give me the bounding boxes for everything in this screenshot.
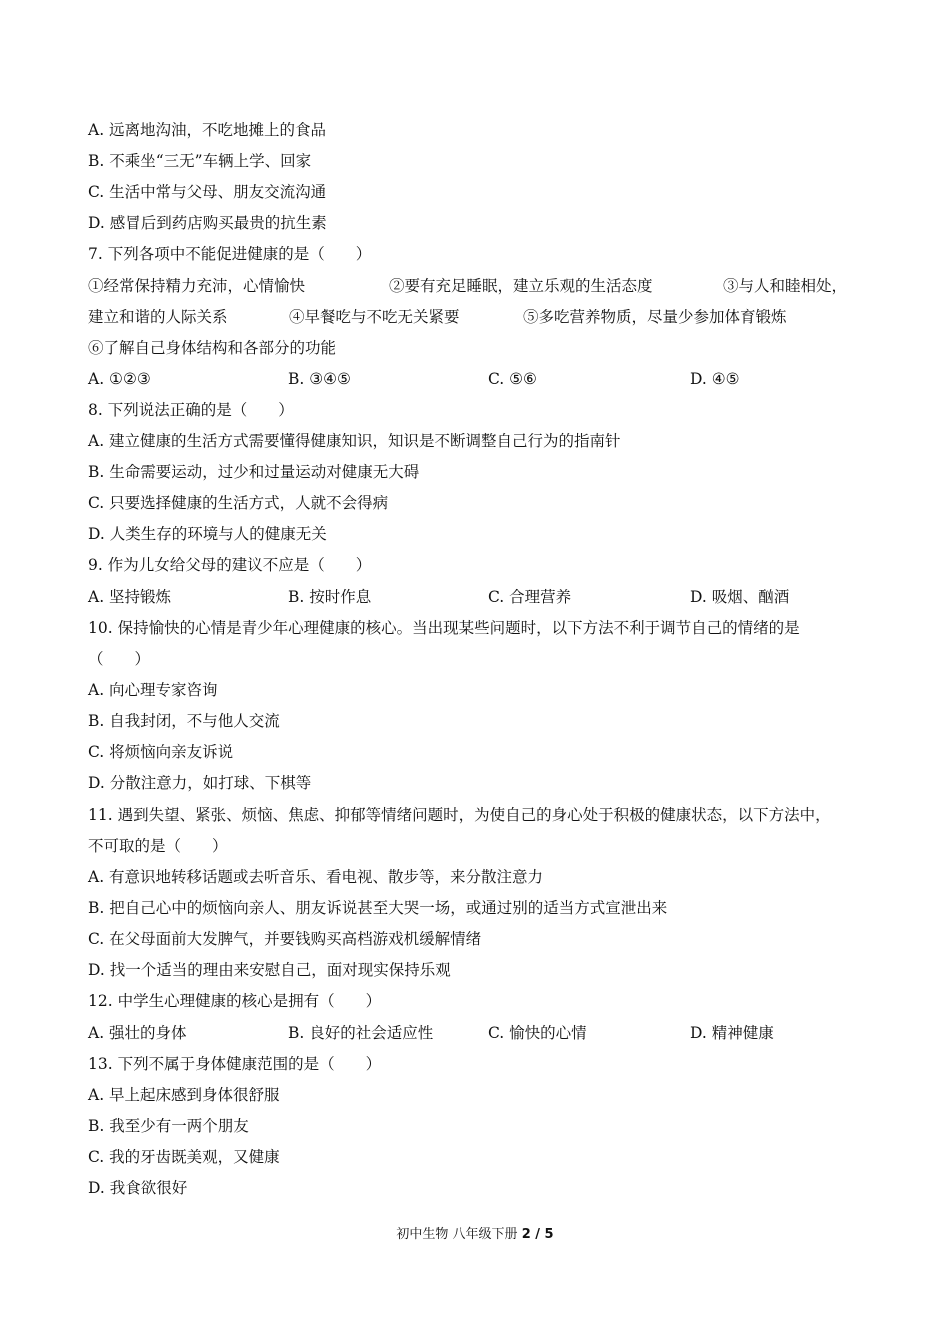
q7-item-6: ⑥了解自己身体结构和各部分的功能 — [88, 339, 337, 357]
q9-option-b: B. 按时作息 — [288, 588, 372, 606]
footer-subject: 初中生物 八年级下册 — [396, 1227, 522, 1242]
q7-option-a: A. ①②③ — [88, 370, 151, 388]
q12-option-b: B. 良好的社会适应性 — [288, 1024, 434, 1042]
q11-option-b: B. 把自己心中的烦恼向亲人、朋友诉说甚至大哭一场，或通过别的适当方式宣泄出来 — [88, 899, 668, 917]
q12-option-a: A. 强壮的身体 — [88, 1024, 187, 1042]
q9-option-a: A. 坚持锻炼 — [88, 588, 172, 606]
q6-option-c: C. 生活中常与父母、朋友交流沟通 — [88, 183, 327, 201]
q11-stem-line2: 不可取的是（ ） — [88, 837, 228, 855]
q9-stem: 9. 作为儿女给父母的建议不应是（ ） — [88, 556, 372, 574]
q10-stem-line2: （ ） — [88, 650, 151, 668]
q11-option-c: C. 在父母面前大发脾气，并要钱购买高档游戏机缓解情绪 — [88, 930, 482, 948]
q11-option-a: A. 有意识地转移话题或去听音乐、看电视、散步等，来分散注意力 — [88, 868, 544, 886]
q7-stem: 7. 下列各项中不能促进健康的是（ ） — [88, 245, 372, 263]
q13-option-d: D. 我食欲很好 — [88, 1179, 188, 1197]
q10-option-a: A. 向心理专家咨询 — [88, 681, 218, 699]
q13-option-b: B. 我至少有一两个朋友 — [88, 1117, 249, 1135]
q7-item-2: ②要有充足睡眠，建立乐观的生活态度 — [389, 277, 653, 295]
page-number: 2 / 5 — [521, 1227, 554, 1242]
q13-stem: 13. 下列不属于身体健康范围的是（ ） — [88, 1055, 382, 1073]
q7-item-4: ④早餐吃与不吃无关紧要 — [289, 308, 460, 326]
q10-option-c: C. 将烦恼向亲友诉说 — [88, 743, 234, 761]
q6-option-d: D. 感冒后到药店购买最贵的抗生素 — [88, 214, 327, 232]
q13-option-a: A. 早上起床感到身体很舒服 — [88, 1086, 280, 1104]
q7-item-5: ⑤多吃营养物质，尽量少参加体育锻炼 — [523, 308, 787, 326]
q7-item-1: ①经常保持精力充沛，心情愉快 — [88, 277, 306, 295]
q7-option-b: B. ③④⑤ — [288, 370, 351, 388]
q8-option-b: B. 生命需要运动，过少和过量运动对健康无大碍 — [88, 463, 420, 481]
q9-option-d: D. 吸烟、酗酒 — [690, 588, 790, 606]
q8-option-a: A. 建立健康的生活方式需要懂得健康知识，知识是不断调整自己行为的指南针 — [88, 432, 621, 450]
q6-option-b: B. 不乘坐“三无”车辆上学、回家 — [88, 152, 312, 170]
q7-option-d: D. ④⑤ — [690, 370, 740, 388]
q10-option-b: B. 自我封闭，不与他人交流 — [88, 712, 280, 730]
page-footer — [0, 1226, 950, 1244]
q7-item-3b: 建立和谐的人际关系 — [88, 308, 228, 326]
q7-option-c: C. ⑤⑥ — [488, 370, 537, 388]
q12-option-c: C. 愉快的心情 — [488, 1024, 587, 1042]
q9-option-c: C. 合理营养 — [488, 588, 572, 606]
q11-stem-line1: 11. 遇到失望、紧张、烦恼、焦虑、抑郁等情绪问题时，为使自己的身心处于积极的健康状态，以下方法中， — [88, 806, 831, 824]
q7-item-3a: ③与人和睦相处， — [723, 277, 848, 295]
q10-stem-line1: 10. 保持愉快的心情是青少年心理健康的核心。当出现某些问题时，以下方法不利于调节自己的情绪的是 — [88, 619, 800, 637]
q10-option-d: D. 分散注意力，如打球、下棋等 — [88, 774, 312, 792]
q13-option-c: C. 我的牙齿既美观，又健康 — [88, 1148, 280, 1166]
q12-option-d: D. 精神健康 — [690, 1024, 774, 1042]
q11-option-d: D. 找一个适当的理由来安慰自己，面对现实保持乐观 — [88, 961, 451, 979]
q8-option-d: D. 人类生存的环境与人的健康无关 — [88, 525, 327, 543]
q8-stem: 8. 下列说法正确的是（ ） — [88, 401, 294, 419]
q12-stem: 12. 中学生心理健康的核心是拥有（ ） — [88, 992, 382, 1010]
q8-option-c: C. 只要选择健康的生活方式，人就不会得病 — [88, 494, 389, 512]
q6-option-a: A. 远离地沟油，不吃地摊上的食品 — [88, 121, 327, 139]
